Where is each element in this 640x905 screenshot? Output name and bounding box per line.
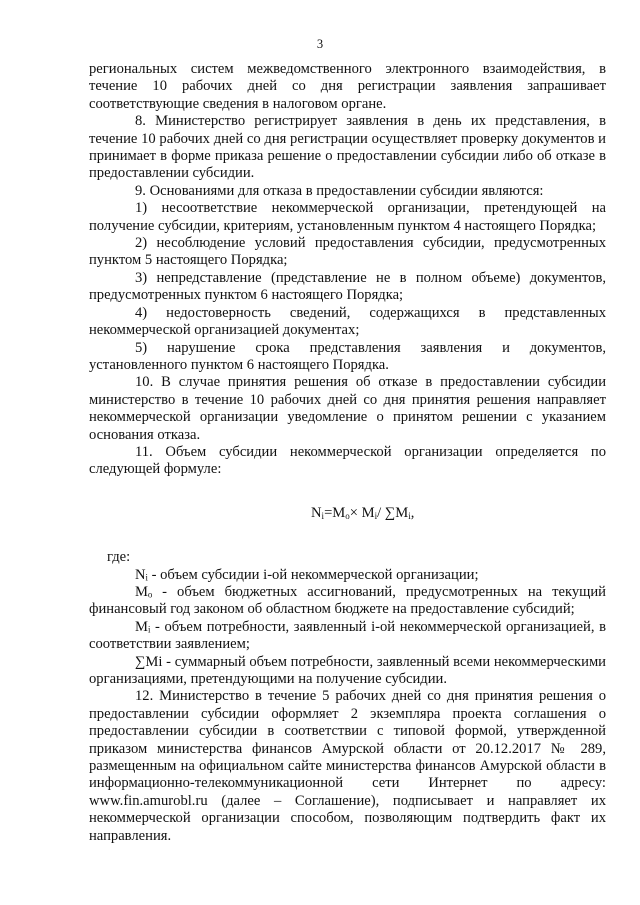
paragraph-8: 8. Министерство регистрирует заявления в день их представления, в течение 10 рабочих дней со дня регистрации осуществляет проверку документов и принимает в форме приказа решение о предоставлении субсидии либо об отказе в предоставлении субсидии. <box>89 113 606 182</box>
definition-sum-mi: ∑Mi - суммарный объем потребности, заявленный всеми некоммерческими организациями, претендующими на получение субсидии. <box>89 653 606 687</box>
formula-times: × M <box>349 504 375 521</box>
formula-eq: =M <box>324 504 346 521</box>
formula-div: / ∑M <box>377 504 409 521</box>
formula-lhs-sub: i <box>321 510 325 521</box>
definition-ni: Nᵢ - объем субсидии i-ой некоммерческой организации; <box>135 566 479 583</box>
formula-tail: , <box>410 504 415 521</box>
paragraph-9: 9. Основаниями для отказа в предоставлении субсидии являются: <box>135 182 544 199</box>
list-item-9-3: 3) непредставление (представление не в полном объеме) документов, предусмотренных пунктом 6 настоящего Порядка; <box>89 269 606 304</box>
paragraph-11: 11. Объем субсидии некоммерческой организации определяется по следующей формуле: <box>89 443 606 478</box>
definition-mi: Mᵢ - объем потребности, заявленный i-ой некоммерческой организацией, в соответствии заявлением; <box>89 618 606 653</box>
formula-mo-sub: o <box>345 510 350 521</box>
list-item-9-5: 5) нарушение срока представления заявления и документов, установленного пунктом 6 настоящего Порядка. <box>89 339 606 373</box>
formula-sum-sub: i <box>408 510 411 521</box>
list-item-9-1: 1) несоответствие некоммерческой организации, претендующей на получение субсидии, критериям, установленным пунктом 4 настоящего Порядка; <box>89 200 606 234</box>
formula-mi-sub: i <box>374 510 378 521</box>
list-item-9-4: 4) недостоверность сведений, содержащихся в представленных некоммерческой организацией документах; <box>89 304 606 339</box>
paragraph-10: 10. В случае принятия решения об отказе в предоставлении субсидии министерство в течение 10 рабочих дней со дня принятия решения направляет некоммерческой организации уведомление о принятом решении с указанием основания отказа. <box>89 374 606 443</box>
subsidy-formula <box>89 505 606 525</box>
formula-lhs: N <box>311 504 322 521</box>
definition-mo: Mₒ - объем бюджетных ассигнований, предусмотренных на текущий финансовый год законом об областном бюджете на предоставление субсидий; <box>89 583 606 618</box>
page-number: 3 <box>316 37 324 51</box>
where-label: где: <box>107 549 131 566</box>
paragraph-continuation: региональных систем межведомственного электронного взаимодействия, в течение 10 рабочих дней со дня регистрации заявления запрашивает соответствующие сведения в налоговом органе. <box>89 61 606 112</box>
list-item-9-2: 2) несоблюдение условий предоставления субсидии, предусмотренных пунктом 5 настоящего Порядка; <box>89 235 606 269</box>
document-body <box>89 61 606 845</box>
paragraph-12: 12. Министерство в течение 5 рабочих дней со дня принятия решения о предоставлении субсидии оформляет 2 экземпляра проекта соглашения о предоставлении субсидии в соответствии с типовой формой, утвержденной приказом министерства финансов Амурской области от 20.12.2017 № 289, размещенным на официальном сайте министерства финансов Амурской области в информационно-телекоммуникационной сети Интернет по адресу: www.fin.amurobl.ru (далее – Соглашение), подписывает и направляет их некоммерческой организации способом, позволяющим подтвердить факт их направления. <box>89 688 606 844</box>
